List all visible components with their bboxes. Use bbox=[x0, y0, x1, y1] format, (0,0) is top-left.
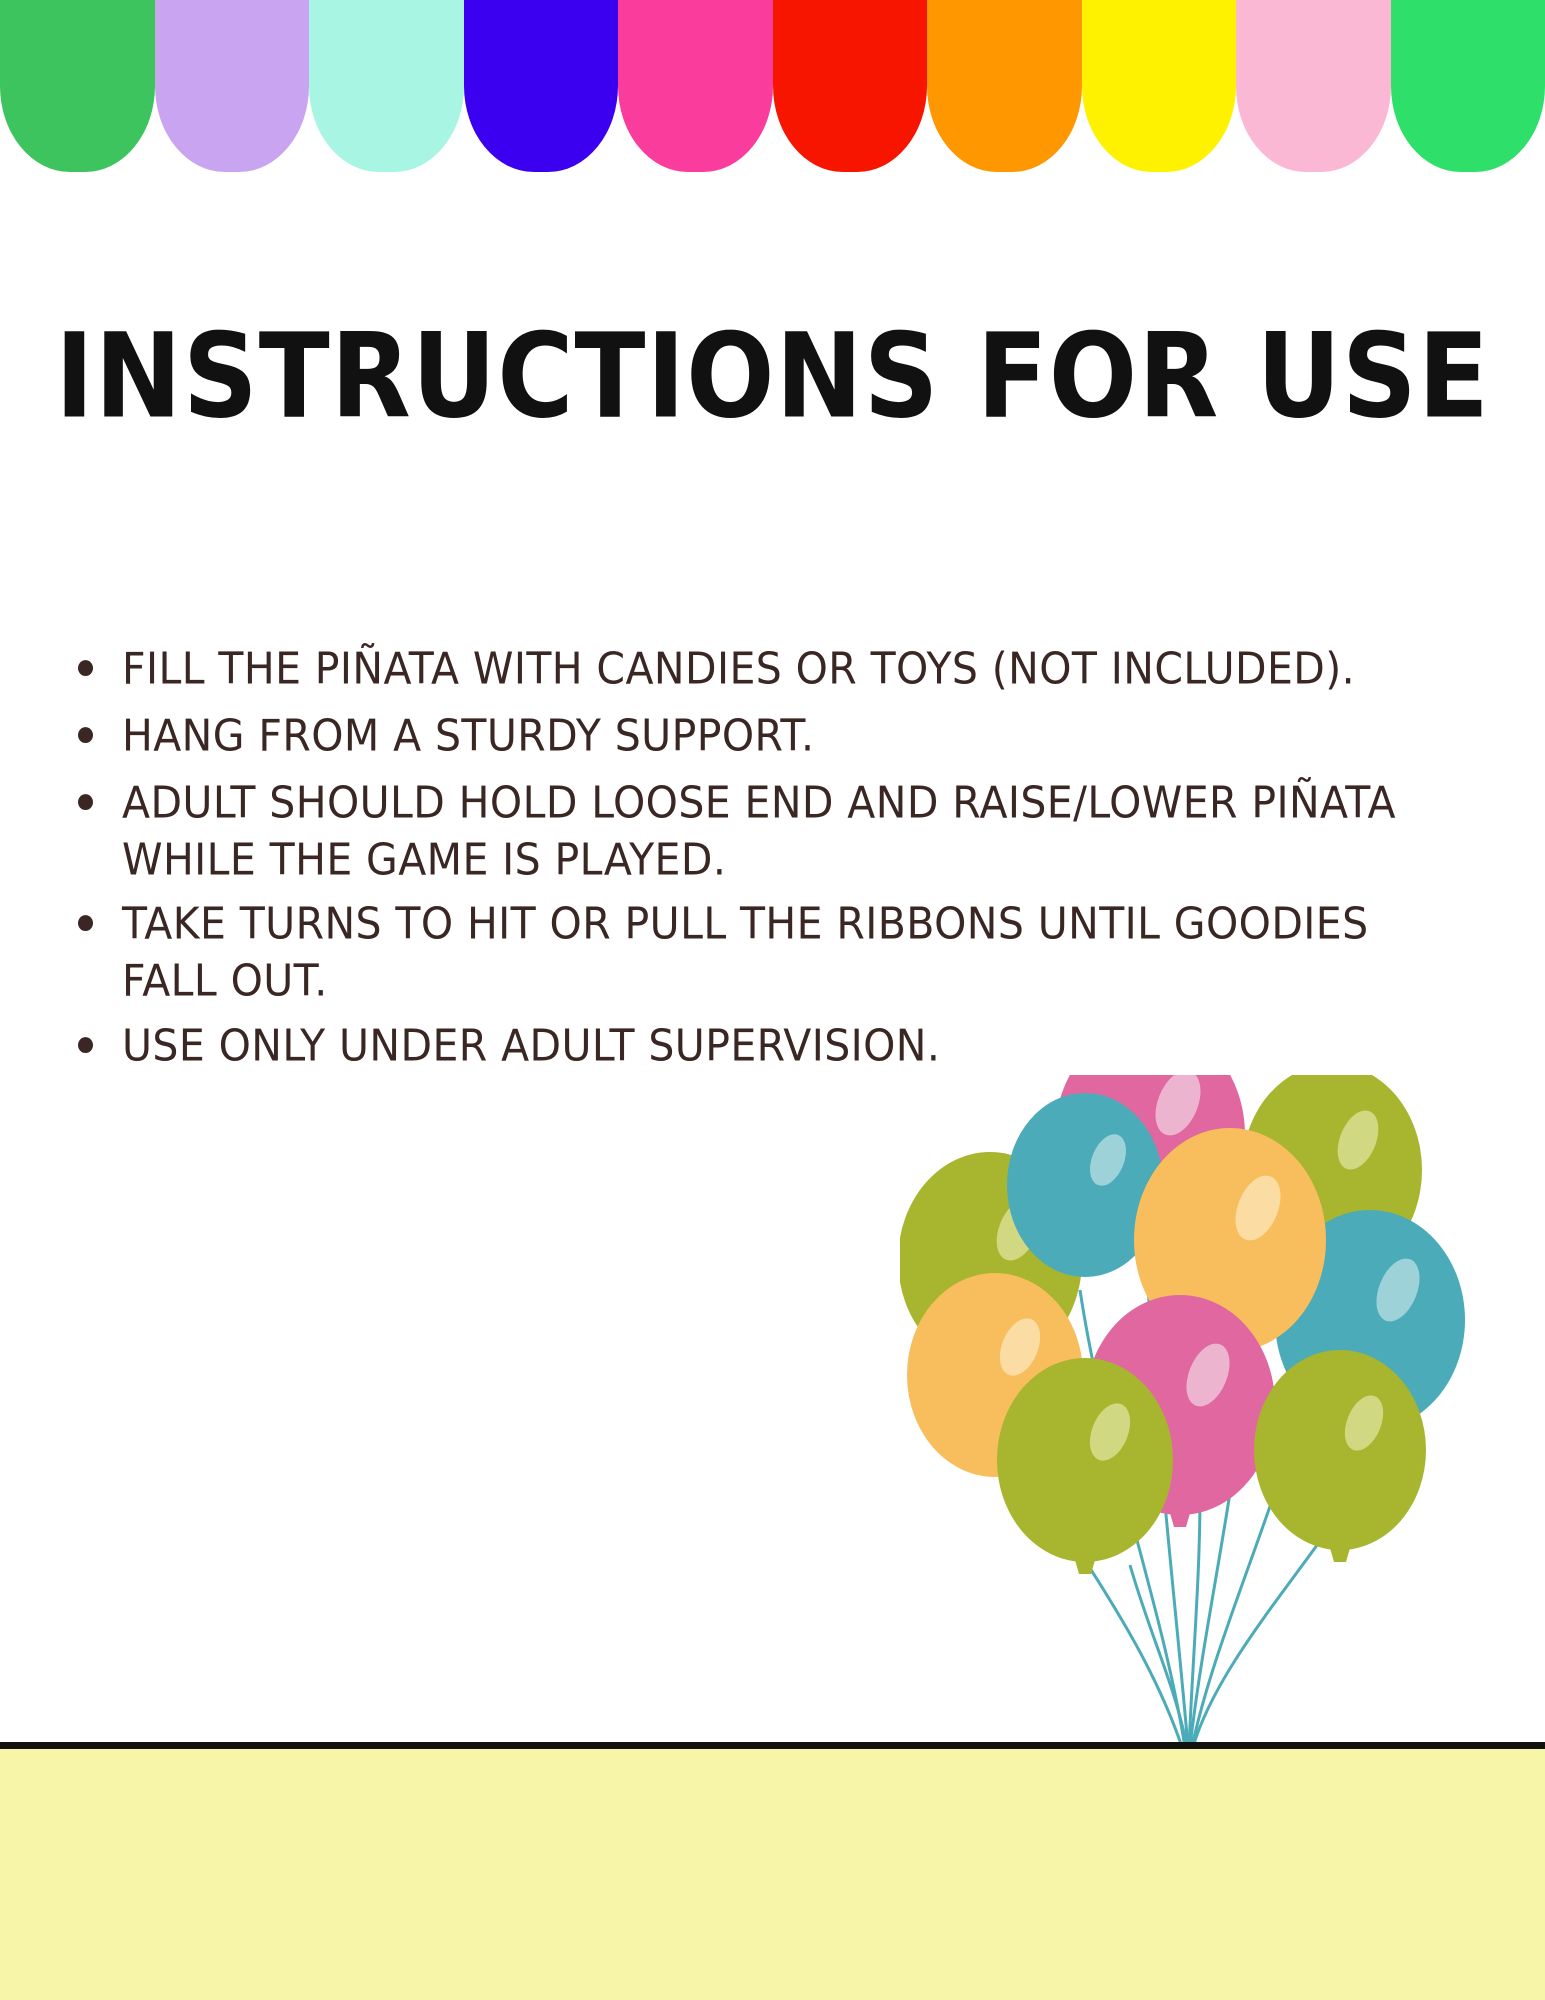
instructions-list bbox=[60, 640, 1460, 1084]
bottom-color-band bbox=[0, 1749, 1545, 2000]
list-item bbox=[60, 774, 1460, 889]
list-item-text: TAKE TURNS TO HIT OR PULL THE RIBBONS UNTIL GOODIES FALL OUT. bbox=[122, 898, 1369, 1007]
scallop-segment bbox=[618, 0, 773, 172]
bullet-icon bbox=[78, 660, 93, 676]
scallop-segment bbox=[1082, 0, 1237, 172]
bullet-icon bbox=[78, 727, 93, 743]
page-title: INSTRUCTIONS FOR USE bbox=[55, 307, 1490, 445]
scallop-segment bbox=[0, 0, 155, 172]
list-item-text: HANG FROM A STURDY SUPPORT. bbox=[122, 710, 815, 762]
list-item bbox=[60, 895, 1460, 1010]
list-item bbox=[60, 707, 1460, 764]
list-item-text: ADULT SHOULD HOLD LOOSE END AND RAISE/LOWER PIÑATA WHILE THE GAME IS PLAYED. bbox=[122, 777, 1397, 886]
scallop-segment bbox=[773, 0, 928, 172]
scallop-segment bbox=[1391, 0, 1545, 172]
scallop-segment bbox=[1236, 0, 1391, 172]
bottom-divider bbox=[0, 1742, 1545, 1749]
list-item bbox=[60, 640, 1460, 697]
list-item-text: FILL THE PIÑATA WITH CANDIES OR TOYS (NOT INCLUDED). bbox=[122, 643, 1356, 695]
list-item-text: USE ONLY UNDER ADULT SUPERVISION. bbox=[122, 1019, 941, 1071]
scallop-segment bbox=[927, 0, 1082, 172]
bullet-icon bbox=[78, 794, 93, 810]
scallop-segment bbox=[155, 0, 310, 172]
scalloped-top-banner bbox=[0, 0, 1545, 172]
list-item bbox=[60, 1017, 1460, 1074]
scallop-segment bbox=[464, 0, 619, 172]
bullet-icon bbox=[78, 1037, 93, 1053]
bullet-icon bbox=[78, 916, 93, 932]
scallop-segment bbox=[309, 0, 464, 172]
